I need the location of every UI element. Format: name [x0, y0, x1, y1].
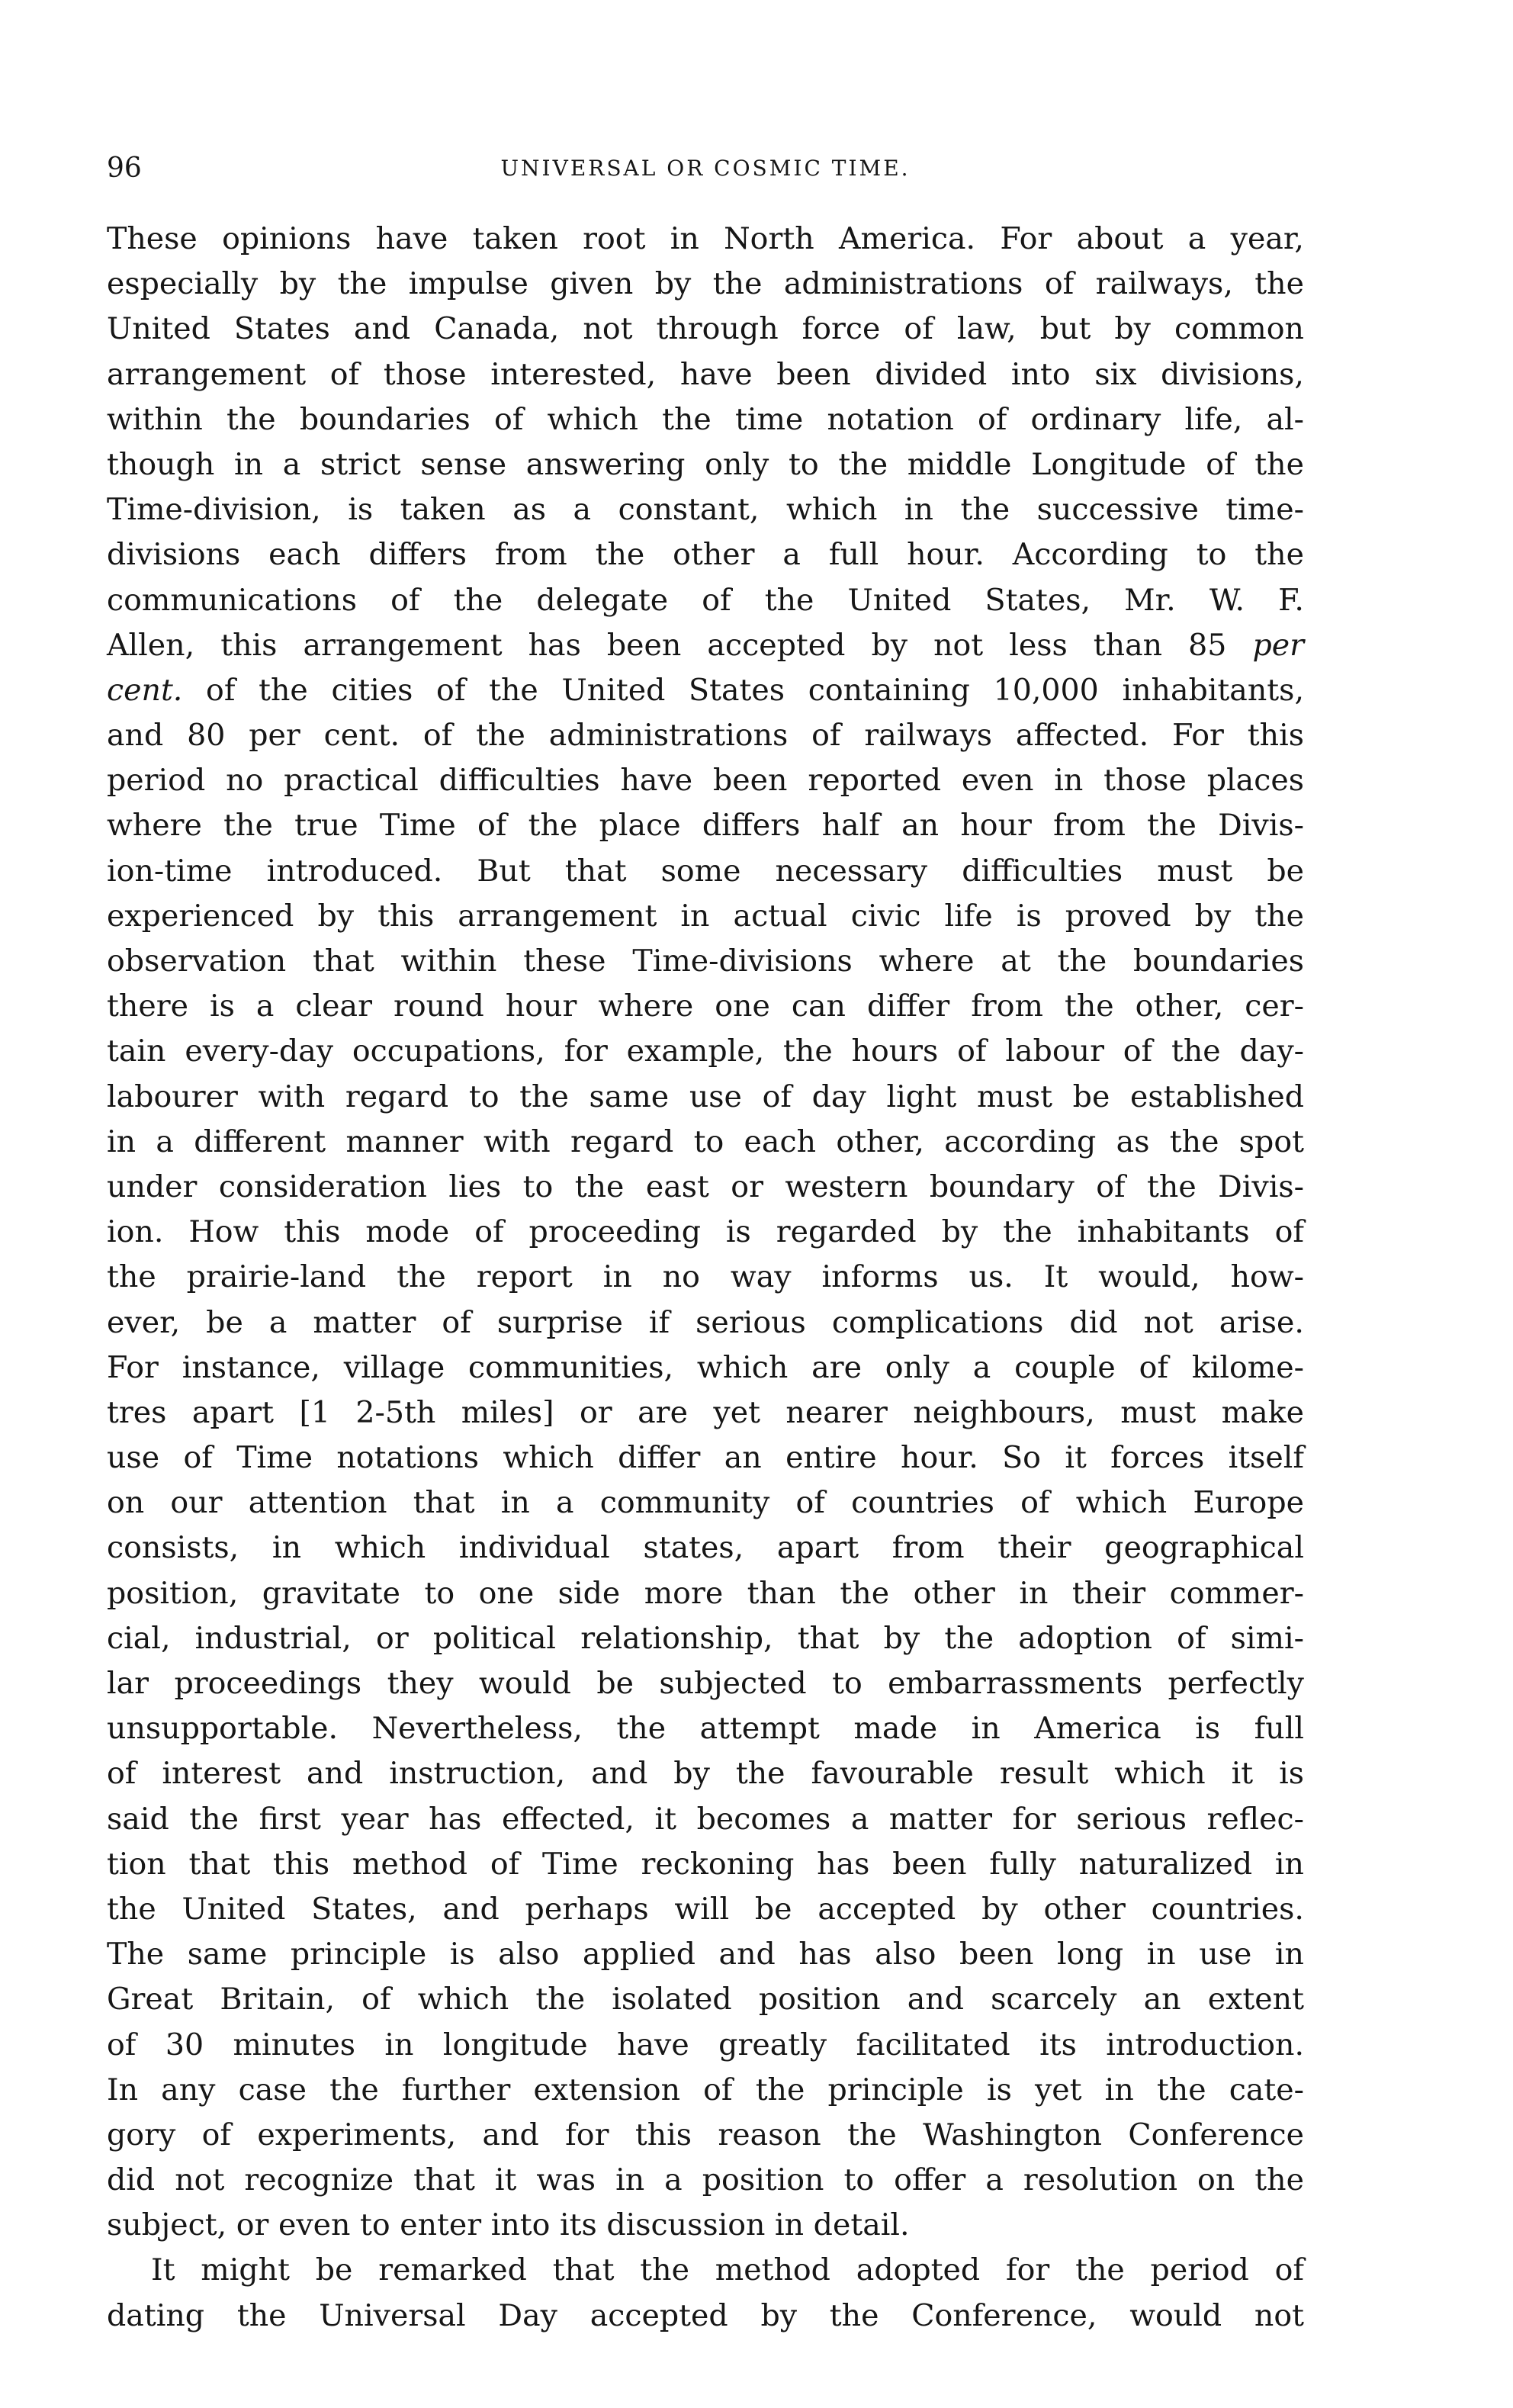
text-line: position, gravitate to one side more than the other in their commer-: [107, 1575, 1304, 1611]
text-line: Great Britain, of which the isolated position and scarcely an extent: [107, 1982, 1304, 2017]
text-line: It might be remarked that the method adopted for the period of: [151, 2252, 1304, 2288]
italic-word: cent.: [107, 672, 183, 708]
text-line: For instance, village communities, which are only a couple of kilome-: [107, 1349, 1304, 1385]
text-line: use of Time notations which differ an entire hour. So it forces itself: [107, 1440, 1304, 1476]
text-line: labourer with regard to the same use of day light must be established: [107, 1079, 1304, 1114]
text-line: there is a clear round hour where one can differ from the other, cer-: [107, 989, 1304, 1024]
body-text: [107, 217, 1304, 2339]
text-line: where the true Time of the place differs half an hour from the Divis-: [107, 808, 1304, 844]
text-line: especially by the impulse given by the administrations of railways, the: [107, 266, 1304, 302]
text-line: tion that this method of Time reckoning has been fully naturalized in: [107, 1846, 1304, 1882]
text-line: communications of the delegate of the United States, Mr. W. F.: [107, 582, 1304, 618]
text-line: subject, or even to enter into its discussion in detail.: [107, 2207, 910, 2243]
running-title: UNIVERSAL OR COSMIC TIME.: [500, 156, 911, 181]
text-line: In any case the further extension of the principle is yet in the cate-: [107, 2072, 1304, 2107]
text-line: tain every-day occupations, for example, the hours of labour of the day-: [107, 1034, 1304, 1069]
text-line: in a different manner with regard to each other, according as the spot: [107, 1124, 1304, 1159]
text-line: arrangement of those interested, have been divided into six divisions,: [107, 356, 1304, 392]
running-head: [107, 153, 1304, 192]
text-line: dating the Universal Day accepted by the Conference, would not: [107, 2297, 1304, 2333]
document-page: [107, 153, 1304, 2339]
text-line: The same principle is also applied and has also been long in use in: [107, 1937, 1304, 1972]
italic-word: per: [1252, 627, 1304, 663]
text-line: Time-division, is taken as a constant, which in the successive time-: [107, 492, 1304, 528]
text-line: cent. of the cities of the United States containing 10,000 inhabitants,: [107, 672, 1304, 708]
text-line: consists, in which individual states, apart from their geographical: [107, 1530, 1304, 1566]
text-line: on our attention that in a community of countries of which Europe: [107, 1485, 1304, 1521]
text-line: ion. How this mode of proceeding is regarded by the inhabitants of: [107, 1214, 1304, 1250]
page-number: 96: [107, 153, 142, 184]
text-line: United States and Canada, not through force of law, but by common: [107, 311, 1304, 347]
text-line: lar proceedings they would be subjected to embarrassments perfectly: [107, 1666, 1304, 1701]
text-line: period no practical difficulties have been reported even in those places: [107, 763, 1304, 799]
text-line: observation that within these Time-divisions where at the boundaries: [107, 944, 1304, 979]
text-line: within the boundaries of which the time notation of ordinary life, al-: [107, 401, 1304, 437]
text-line: ever, be a matter of surprise if serious complications did not arise.: [107, 1304, 1304, 1340]
text-line: cial, industrial, or political relationship, that by the adoption of simi-: [107, 1620, 1304, 1656]
text-line: of 30 minutes in longitude have greatly facilitated its introduction.: [107, 2027, 1304, 2062]
text-line: said the first year has effected, it becomes a matter for serious reflec-: [107, 1801, 1304, 1837]
text-line: gory of experiments, and for this reason the Washington Conference: [107, 2117, 1304, 2152]
text-line: ion-time introduced. But that some necessary difficulties must be: [107, 853, 1304, 889]
text-line: and 80 per cent. of the administrations of railways affected. For this: [107, 718, 1304, 754]
text-line: unsupportable. Nevertheless, the attempt made in America is full: [107, 1711, 1304, 1747]
text-line: of interest and instruction, and by the favourable result which it is: [107, 1756, 1304, 1792]
text-line: Allen, this arrangement has been accepted by not less than 85 per: [107, 627, 1304, 663]
text-line: the United States, and perhaps will be accepted by other countries.: [107, 1891, 1304, 1927]
text-line: These opinions have taken root in North America. For about a year,: [107, 221, 1304, 256]
text-line: under consideration lies to the east or western boundary of the Divis-: [107, 1169, 1304, 1204]
text-line: though in a strict sense answering only to the middle Longitude of the: [107, 446, 1304, 482]
text-line: experienced by this arrangement in actual civic life is proved by the: [107, 898, 1304, 934]
text-line: tres apart [1 2-5th miles] or are yet nearer neighbours, must make: [107, 1394, 1304, 1430]
text-line: did not recognize that it was in a position to offer a resolution on the: [107, 2162, 1304, 2198]
text-line: divisions each differs from the other a full hour. According to the: [107, 537, 1304, 573]
text-line: the prairie-land the report in no way informs us. It would, how-: [107, 1259, 1304, 1295]
